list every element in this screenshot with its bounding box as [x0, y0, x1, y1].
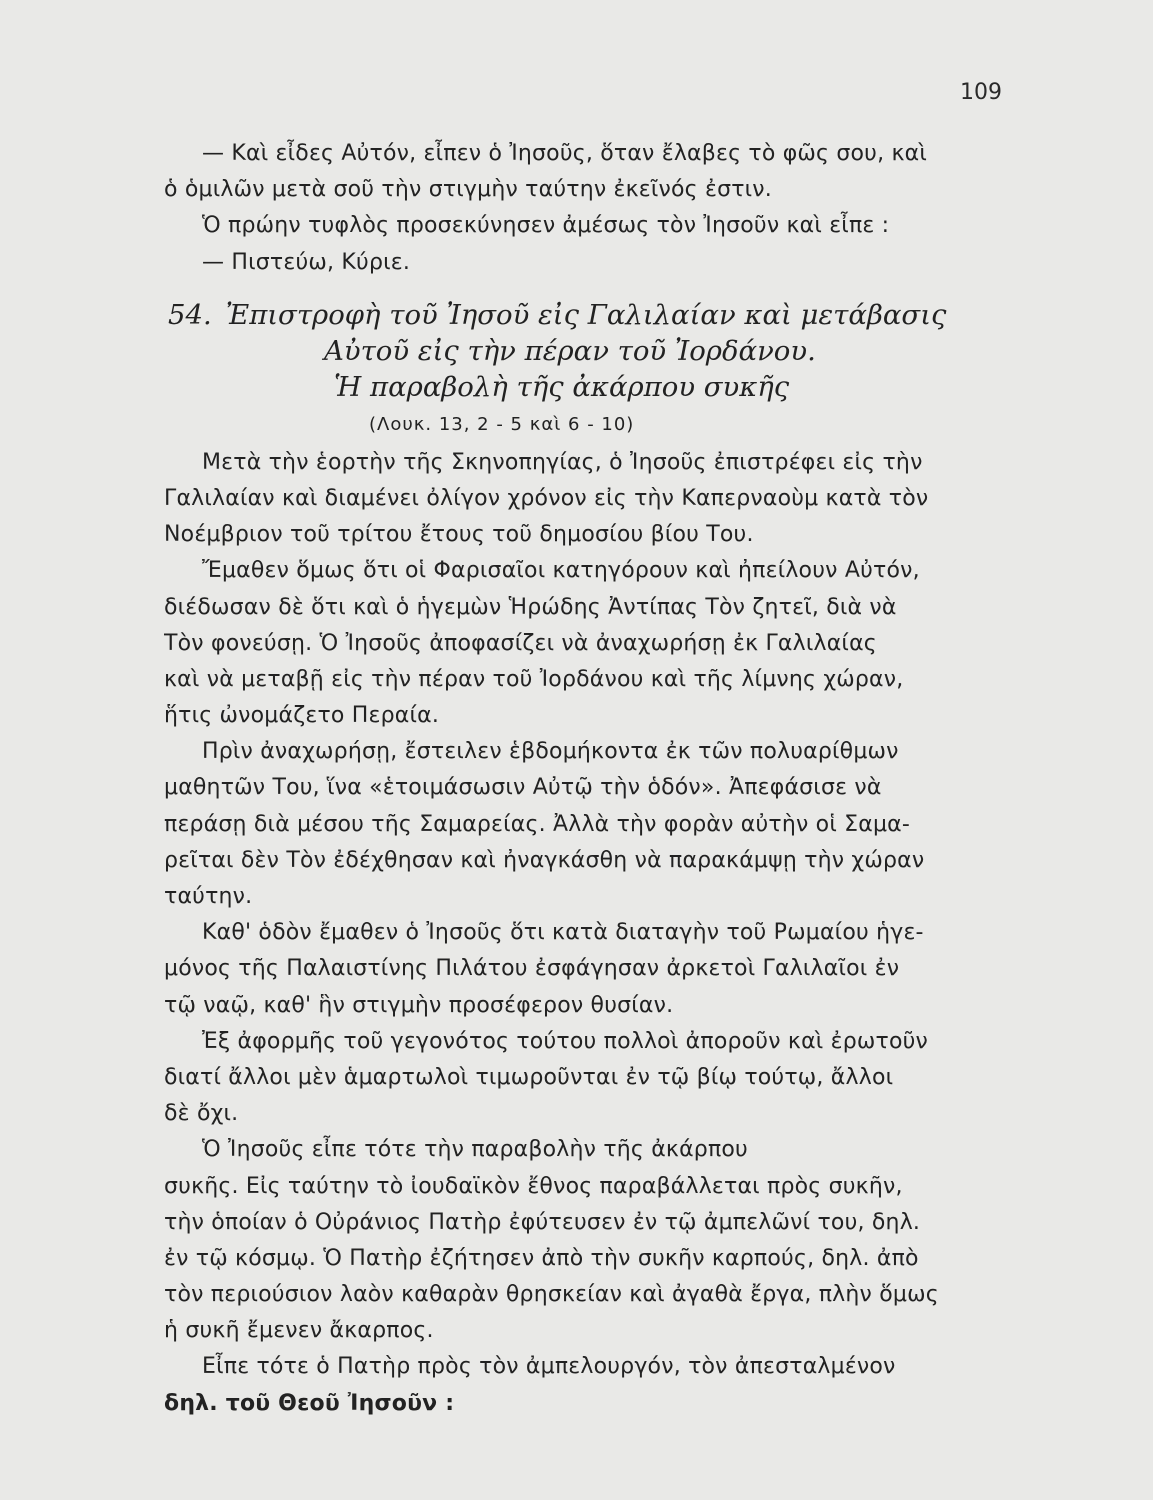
text-line: δηλ. τοῦ Θεοῦ Ἰησοῦν :	[164, 1390, 455, 1416]
page-number: 109	[960, 80, 1002, 105]
scripture-reference: (Λουκ. 13, 2 - 5 καὶ 6 - 10)	[369, 413, 635, 435]
text-line: δὲ ὄχι.	[164, 1101, 239, 1127]
text-line: μαθητῶν Του, ἵνα «ἑτοιμάσωσιν Αὐτῷ τὴν ὁδόν». Ἀπεφάσισε νὰ	[164, 775, 882, 801]
text-line: ρεῖται δὲν Τὸν ἐδέχθησαν καὶ ἠναγκάσθη νὰ παρακάμψῃ τὴν χώραν	[164, 847, 925, 873]
text-line: Νοέμβριον τοῦ τρίτου ἔτους τοῦ δημοσίου βίου Του.	[164, 522, 754, 548]
text-line: ἥτις ὠνομάζετο Περαία.	[164, 703, 440, 729]
text-line: Ὁ Ἰησοῦς εἶπε τότε τὴν παραβολὴν τῆς ἀκάρπου	[202, 1137, 748, 1163]
text-line: συκῆς. Εἰς ταύτην τὸ ἰουδαϊκὸν ἔθνος παραβάλλεται πρὸς συκῆν,	[164, 1173, 903, 1199]
text-line: Ἐξ ἀφορμῆς τοῦ γεγονότος τούτου πολλοὶ ἀποροῦν καὶ ἐρωτοῦν	[202, 1028, 929, 1054]
text-line: διατί ἄλλοι μὲν ἁμαρτωλοὶ τιμωροῦνται ἐν τῷ βίῳ τούτῳ, ἄλλοι	[164, 1064, 894, 1090]
text-line: Ἔμαθεν ὅμως ὅτι οἱ Φαρισαῖοι κατηγόρουν καὶ ἠπείλουν Αὐτόν,	[202, 558, 920, 584]
spacer	[164, 281, 1006, 297]
text-line: περάσῃ διὰ μέσου τῆς Σαμαρείας. Ἀλλὰ τὴν φορὰν αὐτὴν οἱ Σαμα-	[164, 811, 911, 837]
text-line: Εἶπε τότε ὁ Πατὴρ πρὸς τὸν ἀμπελουργόν, τὸν ἀπεσταλμένον	[202, 1354, 896, 1380]
text-line: μόνος τῆς Παλαιστίνης Πιλάτου ἐσφάγησαν ἀρκετοὶ Γαλιλαῖοι ἐν	[164, 956, 900, 982]
section-heading	[164, 297, 1006, 333]
text-line: διέδωσαν δὲ ὅτι καὶ ὁ ἡγεμὼν Ἡρώδης Ἀντίπας Τὸν ζητεῖ, διὰ νὰ	[164, 594, 897, 620]
text-line: Πρὶν ἀναχωρήσῃ, ἔστειλεν ἑβδομήκοντα ἐκ τῶν πολυαρίθμων	[202, 739, 899, 765]
text-line: Γαλιλαίαν καὶ διαμένει ὀλίγον χρόνον εἰς τὴν Καπερναοὺμ κατὰ τὸν	[164, 485, 929, 511]
text-line: Καθ' ὁδὸν ἔμαθεν ὁ Ἰησοῦς ὅτι κατὰ διαταγὴν τοῦ Ρωμαίου ἡγε-	[202, 920, 924, 946]
text-line: τὴν ὁποίαν ὁ Οὐράνιος Πατὴρ ἐφύτευσεν ἐν τῷ ἀμπελῶνί του, δηλ.	[164, 1209, 921, 1235]
text-line: Ὁ πρώην τυφλὸς προσεκύνησεν ἀμέσως τὸν Ἰησοῦν καὶ εἶπε :	[202, 213, 890, 239]
section-title-line: Ἐπιστροφὴ τοῦ Ἰησοῦ εἰς Γαλιλαίαν καὶ μετάβασις	[225, 298, 947, 331]
text-line: τὸν περιούσιον λαὸν καθαρὰν θρησκείαν καὶ ἀγαθὰ ἔργα, πλὴν ὅμως	[164, 1282, 939, 1308]
text-line: τῷ ναῷ, καθ' ἣν στιγμὴν προσέφερον θυσίαν.	[164, 992, 674, 1018]
text-line: Μετὰ τὴν ἑορτὴν τῆς Σκηνοπηγίας, ὁ Ἰησοῦς ἐπιστρέφει εἰς τὴν	[202, 449, 923, 475]
text-line: ἡ συκῆ ἔμενεν ἄκαρπος.	[164, 1318, 434, 1344]
section-number: 54.	[168, 298, 212, 331]
text-line: Τὸν φονεύσῃ. Ὁ Ἰησοῦς ἀποφασίζει νὰ ἀναχωρήσῃ ἐκ Γαλιλαίας	[164, 630, 877, 656]
section-title-line: Αὐτοῦ εἰς τὴν πέραν τοῦ Ἰορδάνου.	[324, 334, 816, 367]
text-line: ὁ ὁμιλῶν μετὰ σοῦ τὴν στιγμὴν ταύτην ἐκεῖνός ἐστιν.	[164, 177, 772, 203]
text-line: ταύτην.	[164, 884, 253, 909]
text-block	[164, 136, 1006, 1422]
text-line: — Καὶ εἶδες Αὐτόν, εἶπεν ὁ Ἰησοῦς, ὅταν ἔλαβες τὸ φῶς σου, καὶ	[202, 141, 927, 166]
text-line: — Πιστεύω, Κύριε.	[202, 249, 411, 275]
text-line: ἐν τῷ κόσμῳ. Ὁ Πατὴρ ἐζήτησεν ἀπὸ τὴν συκῆν καρπούς, δηλ. ἀπὸ	[164, 1245, 919, 1271]
text-line: καὶ νὰ μεταβῇ εἰς τὴν πέραν τοῦ Ἰορδάνου καὶ τῆς λίμνης χώραν,	[164, 666, 904, 692]
section-title-line: Ἡ παραβολὴ τῆς ἀκάρπου συκῆς	[334, 370, 790, 403]
